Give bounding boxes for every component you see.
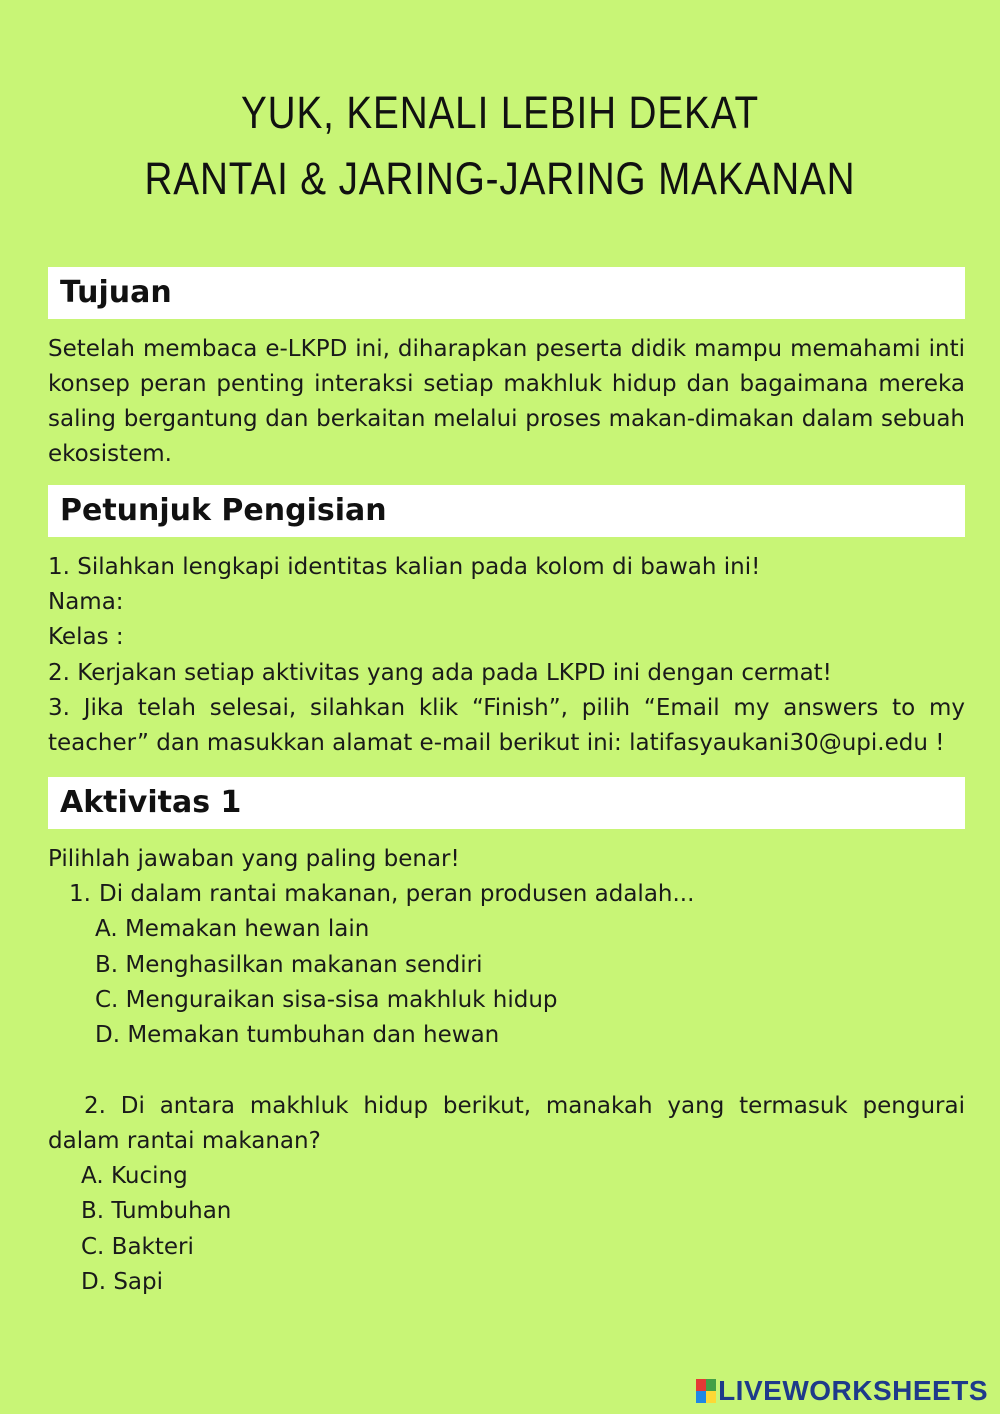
kelas-label: Kelas : [48,624,124,650]
liveworksheets-logo [696,1374,988,1408]
logo-square-blue [696,1391,706,1403]
question-2-line-2: dalam rantai makanan? [48,1128,321,1154]
tujuan-heading: Tujuan [48,267,965,319]
logo-square-yellow [706,1391,716,1403]
title-line-1: YUK, KENALI LEBIH DEKAT [240,87,760,138]
logo-square-green [706,1379,716,1391]
petunjuk-step-3-line-2: teacher” dan masukkan alamat e-mail berikut ini: latifasyaukani30@upi.edu ! [48,730,945,756]
question-1-text: Di dalam rantai makanan, peran produsen adalah... [99,881,695,907]
petunjuk-heading: Petunjuk Pengisian [48,485,965,537]
question-2-option-d[interactable]: D. Sapi [81,1269,164,1295]
liveworksheets-logo-text: LIVEWORKSHEETS [718,1375,988,1406]
question-1-number: 1. [69,881,91,907]
tujuan-text: Setelah membaca e-LKPD ini, diharapkan peserta didik mampu memahami inti konsep peran penting interaksi setiap makhluk hidup dan bagaimana mereka saling bergantung dan berkaitan melalui proses makan-dimakan dalam sebuah ekosistem. [48,336,965,467]
question-2-option-a[interactable]: A. Kucing [81,1163,188,1189]
question-2-line-1: 2. Di antara makhluk hidup berikut, manakah yang termasuk pengurai [84,1093,965,1119]
question-1-option-a[interactable]: A. Memakan hewan lain [95,916,370,942]
petunjuk-step-1: 1. Silahkan lengkapi identitas kalian pada kolom di bawah ini! [48,554,761,580]
question-1-option-d[interactable]: D. Memakan tumbuhan dan hewan [95,1022,500,1048]
aktivitas-instruction: Pilihlah jawaban yang paling benar! [48,846,460,872]
question-2-option-c[interactable]: C. Bakteri [81,1234,194,1260]
aktivitas-heading: Aktivitas 1 [48,777,965,829]
question-1-option-c[interactable]: C. Menguraikan sisa-sisa makhluk hidup [95,987,558,1013]
question-2-option-b[interactable]: B. Tumbuhan [81,1198,232,1224]
petunjuk-step-2: 2. Kerjakan setiap aktivitas yang ada pada LKPD ini dengan cermat! [48,660,832,686]
page-title [70,80,930,212]
petunjuk-step-3-line-1: 3. Jika telah selesai, silahkan klik “Finish”, pilih “Email my answers to my [48,695,965,721]
liveworksheets-logo-icon [696,1379,716,1403]
logo-square-red [696,1379,706,1391]
nama-label: Nama: [48,589,124,615]
question-1-option-b[interactable]: B. Menghasilkan makanan sendiri [95,952,483,978]
title-line-2: RANTAI & JARING-JARING MAKANAN [144,153,856,204]
